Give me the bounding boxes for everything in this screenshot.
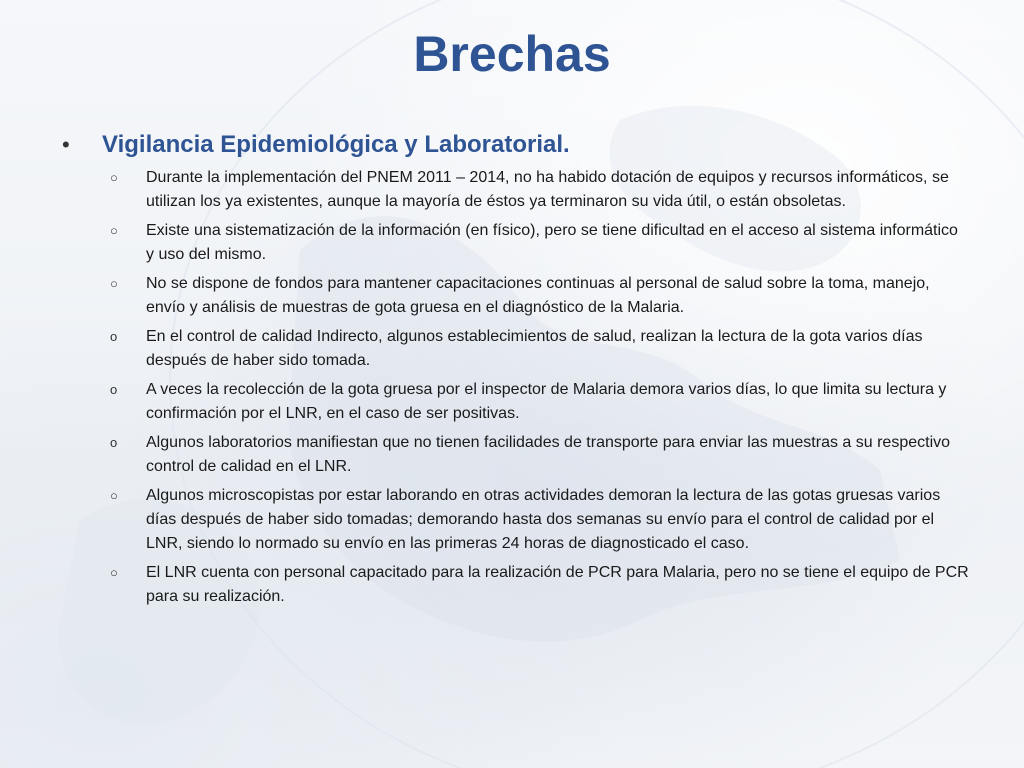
list-item: [110, 219, 970, 267]
bullet-marker: ○: [110, 488, 118, 503]
list-item-text: Algunos microscopistas por estar laborando en otras actividades demoran la lectura de las gotas gruesas varios días después de haber sido tomadas; demorando hasta dos semanas su envío para el control de calidad por el LNR, siendo lo normado su envío en las primeras 24 horas de diagnosticado el caso.: [146, 487, 941, 552]
list-item: [110, 484, 970, 556]
bullet-marker: ○: [110, 276, 118, 291]
list-item-text: No se dispone de fondos para mantener capacitaciones continuas al personal de salud sobre la toma, manejo, envío y análisis de muestras de gota gruesa en el diagnóstico de la Malaria.: [146, 275, 930, 316]
bullet-marker: ○: [110, 565, 118, 580]
section-heading-row: [62, 128, 962, 162]
slide-title: Brechas: [413, 26, 611, 82]
list-item-text: Existe una sistematización de la información (en físico), pero se tiene dificultad en el acceso al sistema informático y uso del mismo.: [146, 222, 958, 263]
list-item: [110, 378, 970, 426]
list-item: [110, 325, 970, 373]
list-item: [110, 166, 970, 214]
bullet-marker: ○: [110, 170, 118, 185]
list-item-text: Durante la implementación del PNEM 2011 – 2014, no ha habido dotación de equipos y recursos informáticos, se utilizan los ya existentes, aunque la mayoría de éstos ya terminaron su vida útil, o están obsoletas.: [146, 169, 949, 210]
list-item-text: A veces la recolección de la gota gruesa por el inspector de Malaria demora varios días, lo que limita su lectura y confirmación por el LNR, en el caso de ser positivas.: [146, 381, 947, 422]
bullet-marker: ○: [110, 223, 118, 238]
list-item: [110, 272, 970, 320]
list-item: [110, 561, 970, 609]
bullet-marker: o: [110, 435, 118, 450]
list-item-text: El LNR cuenta con personal capacitado para la realización de PCR para Malaria, pero no se tiene el equipo de PCR para su realización.: [146, 564, 969, 605]
list-item-text: Algunos laboratorios manifiestan que no tienen facilidades de transporte para enviar las muestras a su respectivo control de calidad en el LNR.: [146, 434, 951, 475]
bullet-list: [110, 166, 970, 614]
heading-bullet: •: [62, 132, 70, 157]
bullet-marker: o: [110, 329, 118, 344]
list-item: [110, 431, 970, 479]
section-heading: Vigilancia Epidemiológica y Laboratorial.: [102, 131, 570, 158]
list-item-text: En el control de calidad Indirecto, algunos establecimientos de salud, realizan la lectura de la gota varios días después de haber sido tomada.: [146, 328, 923, 369]
bullet-marker: o: [110, 382, 118, 397]
